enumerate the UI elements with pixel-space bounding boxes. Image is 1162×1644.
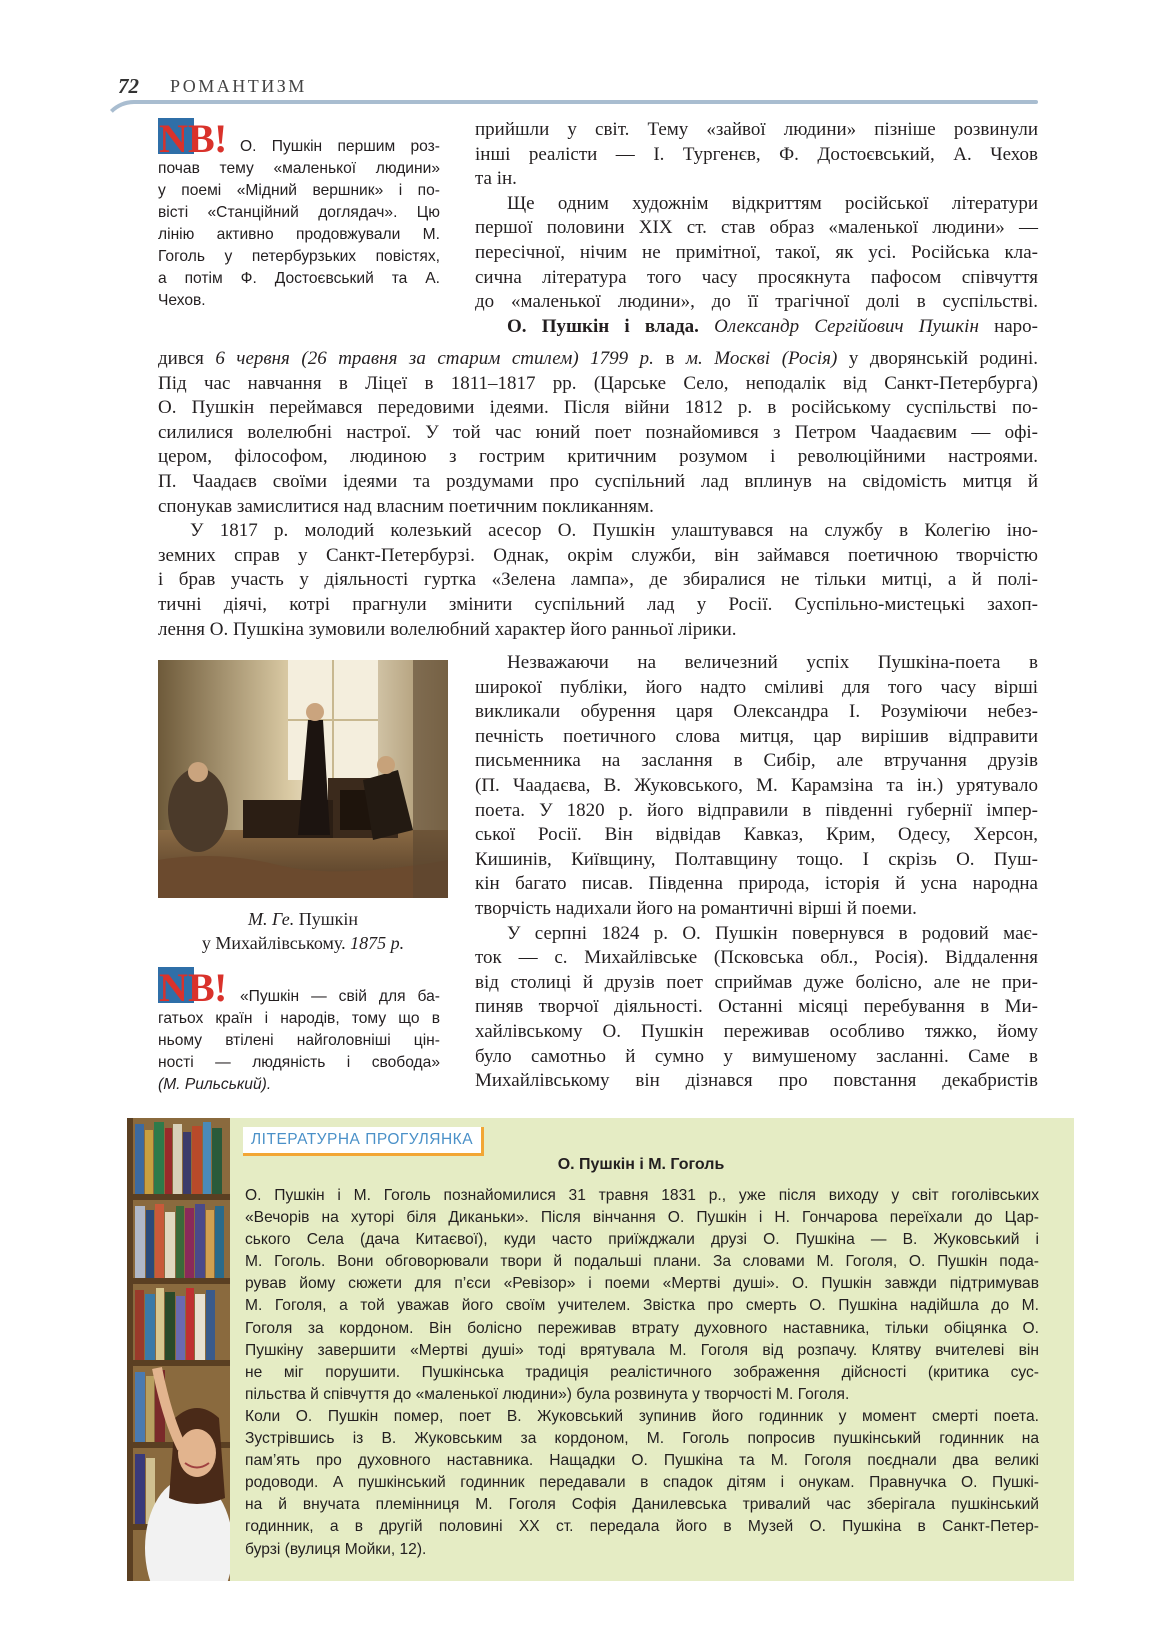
walk-line: М. Гоголя, а той уважав його своїм учителем. Звістка про смерть О. Пушкіна надійшла до М. [245, 1297, 1039, 1315]
walk-line: бурзі (вулиця Мойки, 12). [245, 1540, 427, 1558]
walk-line: родоводи. А пушкінський годинник передавали в спадок дітям і онукам. Правнучка О. Пушкі- [245, 1474, 1039, 1492]
header-rule-curve [100, 100, 160, 140]
text-line: до «маленької людини», до її трагічної долі в суспільстві. [475, 291, 1038, 313]
caption-title: Пушкін [298, 909, 358, 929]
walk-line: ського Села (дача Китаєвої), куди часто приїжджали друзі О. Пушкіна — В. Жуковський і [245, 1231, 1039, 1249]
caption-author: М. Ге. [248, 909, 295, 929]
caption-title: у Михайлівському. [201, 933, 346, 953]
nb-note-1 [158, 136, 440, 312]
literary-walk-title: О. Пушкін і М. Гоголь [557, 1156, 725, 1173]
walk-line: Гоголя за кордоном. Він болісно переживав втрату духовного наставника, тільки обіцянка О. [245, 1319, 1039, 1337]
nb1-line: Чехов. [158, 292, 206, 309]
text-line: широкої публіки, його надто сміливі для того часу вірші [475, 676, 1038, 698]
text-line: У 1817 р. молодий колезький асесор О. Пушкін улаштувався на службу в Колегію іно- [190, 520, 1038, 542]
birth-place: м. Москві (Росія) [685, 348, 838, 369]
text-line: хайлівському О. Пушкін переживав особливо тяжко, йому [475, 1020, 1038, 1042]
svg-text:!: ! [214, 965, 226, 1005]
nb1-line: О. Пушкін першим роз- [240, 138, 440, 155]
text-fragment: дився [158, 348, 204, 369]
text-line: сична література того часу просякнута пафосом співчуття [475, 266, 1038, 288]
walk-line: Коли О. Пушкін помер, поет В. Жуковський зупинив його годинник у момент смерті поета. [245, 1407, 1039, 1425]
text-line: інші реалісти — І. Тургенєв, Ф. Достоєвський, А. Чехов [475, 143, 1038, 165]
nb2-attribution: (М. Рильський). [158, 1076, 272, 1093]
walk-line: О. Пушкін і М. Гоголь познайомилися 31 травня 1831 р., уже після виходу у світ гоголівських [245, 1187, 1039, 1204]
text-line: Ще одним художнім відкриттям російської літератури [507, 192, 1038, 214]
svg-text:N: N [159, 116, 188, 156]
svg-text:N: N [159, 965, 188, 1005]
text-line: тичні діячі, котрі прагнули змінити суспільний лад у Росії. Суспільно-мистецькі захоп- [158, 593, 1038, 615]
nb1-line: почав тему «маленької людини» [158, 160, 440, 177]
walk-line: Пушкіну завершити «Мертві душі» тоді врятувала М. Гоголя від розпачу. Клятву вчителеві він [245, 1341, 1039, 1359]
text-line: ської Росії. Він відвідав Кавказ, Крим, Одесу, Херсон, [475, 824, 1038, 846]
heading-name: Олександр Сергійович Пушкін [714, 315, 979, 337]
walk-line: годинник, а в другій половині ХХ ст. передала його в Музей О. Пушкіна в Санкт-Петер- [245, 1518, 1039, 1536]
caption-year: 1875 р. [350, 933, 405, 953]
nb2-line: ньому втілені найголовніші цін- [158, 1032, 440, 1049]
text-line: було самотньо й сумно у вимушеному засланні. Саме в [475, 1045, 1038, 1067]
nb2-line: ності — людяність і свобода» [158, 1054, 440, 1071]
text-line: У серпні 1824 р. О. Пушкін повернувся в родовий має- [507, 922, 1038, 944]
literary-walk-text [245, 1185, 1039, 1561]
walk-line: Зустрівшись із В. Жуковським за кордоном, М. Гоголь попросив пушкінський годинник на [245, 1430, 1039, 1448]
text-line: пересічної, нічим не примітної, такої, як усі. Російська кла- [475, 241, 1038, 263]
right-column-mid [475, 651, 1038, 1094]
literary-walk-tab: ЛІТЕРАТУРНА ПРОГУЛЯНКА [243, 1127, 484, 1156]
nb-note-2 [158, 986, 440, 1096]
text-line: Під час навчання в Ліцеї в 1811–1817 рр. (Царське Село, неподалік від Санкт-Петербурга) [158, 372, 1038, 394]
walk-line: не міг порушити. Пушкінська традиція реалістичного зображення дійсності (критика сус- [245, 1363, 1039, 1381]
painting-pushkin-mikhailovskoye [158, 660, 448, 898]
text-line: печність поетичного слова митця, цар вирішив відправити [475, 725, 1038, 747]
birth-date: 6 червня (26 травня за старим стилем) 1799 р. [215, 348, 654, 369]
full-width-text [158, 347, 1038, 642]
section-heading: О. Пушкін і влада. [507, 315, 699, 337]
text-line: та ін. [475, 168, 517, 190]
text-line: першої половини ХІХ ст. став образ «маленької людини» — [475, 217, 1038, 239]
text-line: лення О. Пушкіна зумовили волелюбний характер його ранньої лірики. [158, 618, 737, 640]
text-line: силилися волелюбні настрої. У той час юний поет познайомився з Петром Чаадаєвим — офі- [158, 421, 1038, 443]
text-line: Незважаючи на величезний успіх Пушкіна-поета в [507, 652, 1038, 673]
text-line: від столиці й друзів поет сприймав дуже болісно, але не при- [475, 971, 1038, 993]
text-line: письменника на заслання в Сибір, але втручання друзів [475, 750, 1038, 772]
nb1-line: вісті «Станційний доглядач». Цю [158, 204, 440, 221]
text-line: поета. У 1820 р. його відправили в південні губернії імпер- [475, 799, 1038, 821]
text-line: ток — с. Михайлівське (Псковська обл., Росія). Віддалення [475, 947, 1038, 969]
text-line [158, 347, 1038, 372]
heading-tail: наро- [994, 315, 1039, 337]
svg-text:!: ! [214, 116, 226, 156]
text-line: спонукав замислитися над власним поетичним покликанням. [158, 495, 654, 517]
walk-line: пільства й співчуття до «маленької людини») була розвинута у творчості М. Гоголя. [245, 1385, 850, 1403]
nb1-line: у поемі «Мідний вершник» і по- [158, 182, 440, 199]
painting-caption [150, 907, 456, 955]
text-fragment: в [665, 348, 675, 369]
text-line: Кишинів, Київщину, Полтавщину тощо. І скрізь О. Пуш- [475, 848, 1038, 870]
walk-line: «Вечорів на хуторі біля Диканьки». Після вінчання О. Пушкін і Н. Гончарова переїхали до Цар- [245, 1209, 1039, 1227]
header-rule [150, 100, 1038, 104]
nb2-line: «Пушкін — свій для ба- [240, 988, 440, 1005]
nb1-line: Гоголь у петербурзьких повістях, [158, 248, 440, 265]
bookshelf-image [127, 1118, 230, 1581]
nb1-line: а потім Ф. Достоєвський та А. [158, 270, 440, 287]
walk-line: пам’ять про духовного наставника. Нащадки О. Пушкіна та М. Гоголя поєднали два великі [245, 1452, 1039, 1470]
svg-text:B: B [188, 965, 215, 1005]
walk-line: на й внучата племінниця М. Гоголя Софія Данилевська тривалий час зберігала пушкінський [245, 1496, 1039, 1514]
walk-line: М. Гоголь. Вони обговорювали твори й подальші плани. За словами М. Гоголя, О. Пушкін пода- [245, 1253, 1039, 1271]
text-fragment: у дворянській родині. [848, 348, 1039, 369]
walk-line: рував йому сюжети для п’єси «Ревізор» і поеми «Мертві душі». О. Пушкін завжди підтримував [245, 1275, 1039, 1293]
text-line: О. Пушкін переймався передовими ідеями. Після війни 1812 р. в російському суспільстві по- [158, 397, 1038, 419]
text-line: (П. Чаадаєва, В. Жуковського, М. Карамзіна та ін.) урятувало [475, 774, 1038, 796]
text-line: земних справ у Санкт-Петербурзі. Однак, окрім служби, він займався поетичною творчістю [158, 544, 1038, 566]
bookshelf-girl-illustration [127, 1118, 230, 1581]
page-number: 72 [118, 74, 139, 98]
text-line: і брав участь у діяльності гуртка «Зелена лампа», де збиралися не тільки митці, а й полі- [158, 569, 1038, 591]
text-line: Михайлівському він дізнався про повстання декабристів [475, 1070, 1038, 1092]
text-line: П. Чаадаєв своїми ідеями та роздумами про суспільний лад вплинув на свідомість митця й [158, 470, 1038, 492]
text-line: кін багато писав. Південна природа, історія й усна народна [475, 873, 1038, 895]
nb2-line: гатьох країн і народів, тому що в [158, 1010, 440, 1027]
nb1-line: лінію активно продовжували М. [158, 226, 440, 243]
text-line: викликали обурення царя Олександра І. Розуміючи небез- [475, 701, 1038, 723]
section-heading-line [475, 315, 1038, 340]
text-line: пиняв творчої діяльності. Останні місяці перебування в Ми- [475, 996, 1038, 1018]
right-column-top [475, 118, 1038, 339]
painting-image [158, 660, 448, 898]
text-line: творчість надихали його на романтичні вірші й поеми. [475, 897, 917, 919]
text-line: прийшли у світ. Тему «зайвої людини» пізніше розвинули [475, 119, 1038, 140]
running-header: РОМАНТИЗМ [170, 76, 307, 96]
svg-text:B: B [188, 116, 215, 156]
text-line: цером, філософом, людиною з гострим критичним розумом і революційними настроями. [158, 446, 1038, 468]
